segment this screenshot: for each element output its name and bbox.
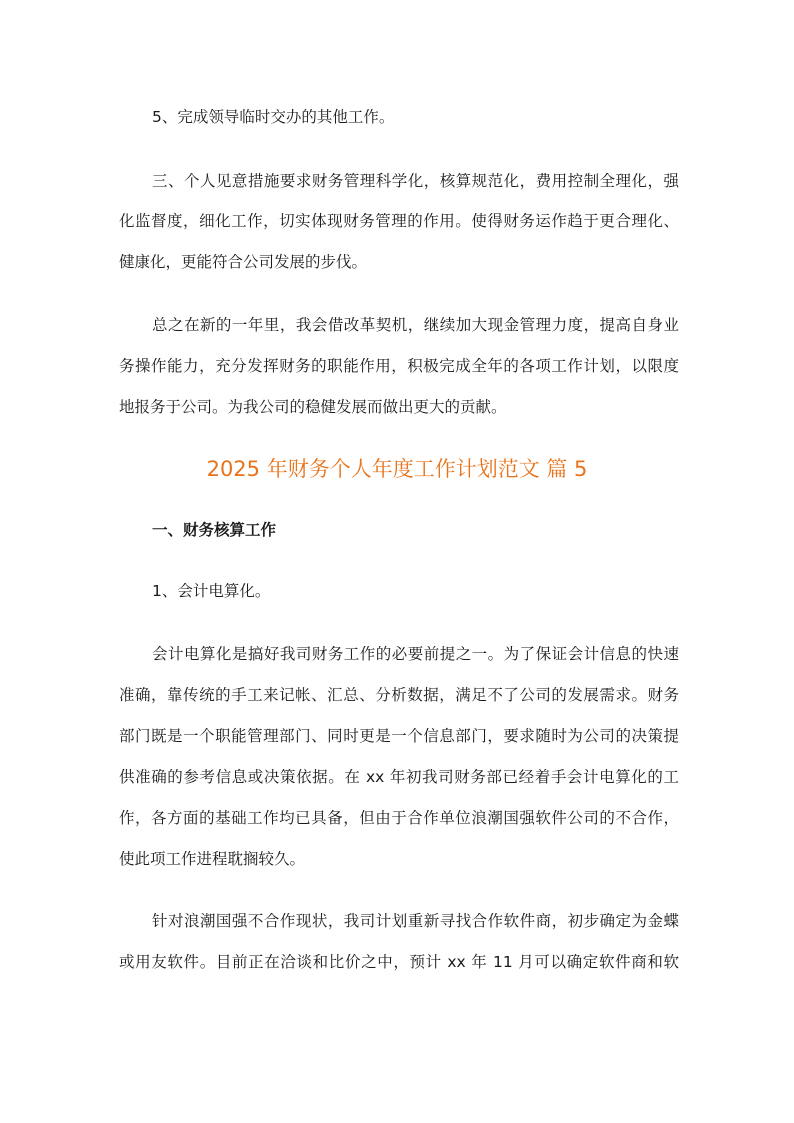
- paragraph-line: 5、完成领导临时交办的其他工作。: [152, 108, 395, 126]
- paragraph-line: 部门既是一个职能管理部门、同时更是一个信息部门，要求随时为公司的决策提: [119, 727, 679, 745]
- paragraph-line: 地报务于公司。为我公司的稳健发展而做出更大的贡献。: [119, 398, 507, 416]
- section-title: 2025 年财务个人年度工作计划范文 篇 5: [206, 457, 588, 481]
- paragraph-line: 1、会计电算化。: [152, 582, 271, 600]
- paragraph-line: 或用友软件。目前正在洽谈和比价之中，预计 xx 年 11 月可以确定软件商和软: [119, 953, 679, 971]
- paragraph-line: 准确，靠传统的手工来记帐、汇总、分析数据，满足不了公司的发展需求。财务: [119, 686, 679, 704]
- paragraph-line: 会计电算化是搞好我司财务工作的必要前提之一。为了保证会计信息的快速: [152, 645, 679, 663]
- paragraph-line: 针对浪潮国强不合作现状，我司计划重新寻找合作软件商，初步确定为金蝶: [152, 912, 679, 930]
- paragraph-line: 三、个人见意措施要求财务管理科学化，核算规范化，费用控制全理化，强: [152, 172, 679, 190]
- paragraph-line: 化监督度，细化工作，切实体现财务管理的作用。使得财务运作趋于更合理化、: [119, 212, 679, 230]
- section-subheading: 一、财务核算工作: [152, 521, 277, 539]
- paragraph-line: 务操作能力，充分发挥财务的职能作用，积极完成全年的各项工作计划，以限度: [119, 357, 679, 375]
- paragraph-line: 健康化，更能符合公司发展的步伐。: [119, 253, 368, 271]
- paragraph-line: 使此项工作进程耽搁较久。: [119, 850, 306, 868]
- paragraph-line: 作，各方面的基础工作均已具备，但由于合作单位浪潮国强软件公司的不合作，: [119, 809, 679, 827]
- paragraph-line: 总之在新的一年里，我会借改革契机，继续加大现金管理力度，提高自身业: [152, 316, 679, 334]
- paragraph-line: 供准确的参考信息或决策依据。在 xx 年初我司财务部已经着手会计电算化的工: [119, 768, 679, 786]
